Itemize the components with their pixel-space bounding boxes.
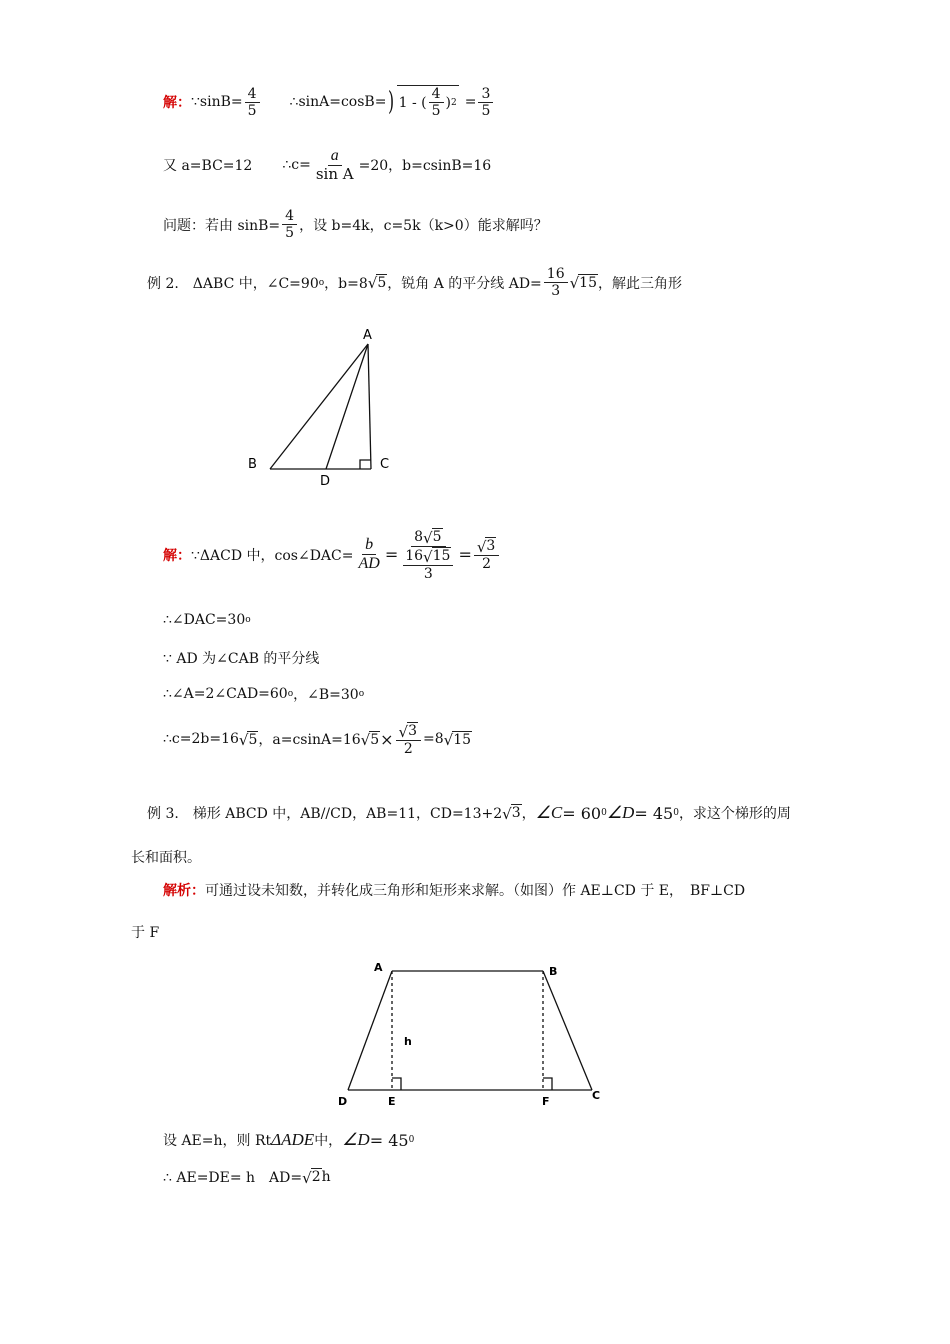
question-line: 问题：若由 sinB= $\frac{4}{5}$ ，设 b=4k，c=5k（k>0）能求解吗？ [163,208,548,242]
height-label: h [404,1035,412,1048]
solution-2-line-3: ∵ AD 为∠CAB 的平分线 [163,651,320,667]
vertex-label-e: E [388,1095,396,1108]
example-3: 例 3. 梯形 ABCD 中，AB//CD，AB=11，CD=13+2 √ 3 ， ∠C = 60 0 ∠D = 45 0 ，求这个梯形的周 [147,803,791,823]
vertex-label-c: C [380,457,390,472]
setup-line-1: 设 AE=h，则 Rt ΔADE 中， ∠D = 45 0 [163,1130,415,1150]
solution-line-2: 又 a=BC=12 ∴c= $\frac{a}{\text{sin A}}$ =20，b=csinB=16 [163,147,492,184]
vertex-label-c: C [592,1089,601,1102]
fraction: $\frac{b}{AD}$ [358,535,380,573]
fraction: $\frac{a}{\text{sin A}}$ [315,147,354,184]
fraction: $\frac{16}{3}$ [544,266,568,299]
setup-line-2: ∴ AE=DE= h AD= √ 2 h [163,1168,331,1187]
vertex-label-d: D [320,474,331,489]
fraction: $\frac{4}{5}$ [245,86,260,119]
example-3-cont: 长和面积。 [131,850,201,866]
solution-label: 解： [163,547,191,564]
vertex-label-d: D [338,1095,348,1108]
fraction: $\frac{4}{5}$ [282,208,297,241]
vertex-label-a: A [363,328,372,343]
radical: √ 15 [569,274,597,293]
solution-line-1: 解： ∵sinB= $\frac{4}{5}$ ∴sinA=cosB= ) 1 - ( $\frac{4}{5}$ ) 2 = $\frac{3}{5}$ [163,85,495,119]
radical: ) 1 - ( $\frac{4}{5}$ ) 2 [388,86,457,120]
radical: √ 5 [367,274,387,293]
solution-2-line-5: ∴c=2b=16 √ 5 ，a=csinA=16 √ 5 × √ 3 2 =8 √ 15 [163,722,472,757]
vertex-label-a: A [374,961,383,974]
analysis-label: 解析： [163,883,205,899]
solution-2-line-1: 解： ∵ΔACD 中，cos∠DAC= $\frac{b}{AD}$ = 8 √ 5 16 √ 15 3 = √ 3 2 [163,528,501,582]
triangle-figure [240,322,410,492]
example-2: 例 2. ΔABC 中，∠C=90 o ，b=8 √ 5 ，锐角 A 的平分线 AD= $\frac{16}{3}$ √ 15 ，解此三角形 [147,266,682,300]
solution-label: 解： [163,95,191,112]
analysis-line-2: 于 F [131,925,160,941]
fraction: √ 3 2 [396,722,421,757]
solution-2-line-4: ∴∠A=2∠CAD=60 o ，∠B=30 o [163,686,365,703]
analysis-line: 解析： 可通过设未知数，并转化成三角形和矩形来求解。（如图）作 AE⊥CD 于 E， BF⊥CD [163,880,745,900]
complex-fraction: 8 √ 5 16 √ 15 3 [400,528,456,582]
vertex-label-b: B [248,457,257,472]
trapezoid-figure [330,955,620,1115]
vertex-label-f: F [542,1095,550,1108]
vertex-label-b: B [549,965,558,978]
fraction: √ 3 2 [474,537,499,572]
fraction: $\frac{3}{5}$ [478,86,493,119]
solution-2-line-2: ∴∠DAC=30 o [163,612,251,628]
